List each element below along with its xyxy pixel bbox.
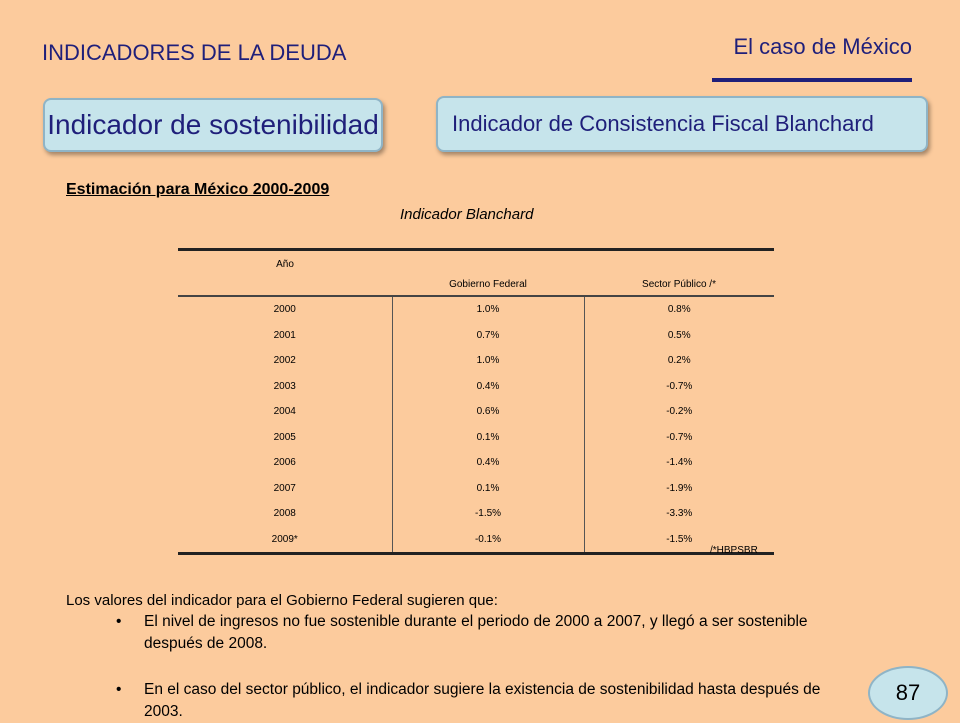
findings-intro: Los valores del indicador para el Gobierno Federal sugieren que:	[66, 592, 498, 609]
sustainability-indicator-label: Indicador de sostenibilidad	[43, 98, 383, 152]
year-cell: 2002	[178, 348, 392, 374]
table-header-row	[178, 250, 774, 297]
year-cell: 2009*	[178, 527, 392, 554]
federal-value-cell: -1.5%	[392, 501, 584, 527]
public-sector-value-cell: -1.4%	[666, 457, 693, 469]
section-title: INDICADORES DE LA DEUDA	[42, 40, 347, 65]
year-cell: 2003	[178, 374, 392, 400]
public-sector-value-cell: -0.7%	[666, 431, 693, 443]
table-row	[178, 399, 774, 425]
estimation-title: Estimación para México 2000-2009	[66, 181, 330, 198]
bullet-icon: •	[116, 681, 122, 698]
table-row	[178, 296, 774, 323]
public-sector-value-cell: 0.8%	[667, 304, 691, 316]
bullet-icon: •	[116, 613, 122, 630]
public-sector-value-cell: -1.5%	[584, 527, 774, 554]
finding-text: El nivel de ingresos no fue sostenible durante el periodo de 2000 a 2007, y llegó a ser sostenible después de 2008.	[144, 613, 808, 652]
public-sector-value-cell: -1.9%	[666, 482, 693, 494]
public-sector-value-cell: -0.2%	[666, 406, 693, 418]
federal-value-cell: 0.6%	[392, 399, 584, 425]
year-cell: 2000	[178, 296, 392, 323]
federal-value-cell: 0.1%	[392, 476, 584, 502]
column-header-year: Año	[178, 250, 392, 297]
federal-value-cell: 0.7%	[392, 323, 584, 349]
year-cell: 2008	[178, 501, 392, 527]
year-cell: 2001	[178, 323, 392, 349]
table-row	[178, 527, 774, 554]
list-item	[116, 611, 826, 655]
federal-value-cell: 1.0%	[392, 348, 584, 374]
table-row	[178, 323, 774, 349]
public-sector-value-cell: -0.7%	[666, 380, 693, 392]
federal-value-cell: -0.1%	[392, 527, 584, 554]
table-row	[178, 374, 774, 400]
blanchard-table	[178, 248, 774, 555]
table-row	[178, 501, 774, 527]
public-sector-value-cell: 0.2%	[667, 355, 691, 367]
year-cell: 2004	[178, 399, 392, 425]
title-underline	[712, 78, 912, 82]
year-cell: 2006	[178, 450, 392, 476]
list-item	[116, 679, 826, 723]
column-header-public-sector: Sector Público /*	[584, 250, 774, 297]
table-footnote: /*HBPSBR	[710, 545, 758, 556]
table-row	[178, 476, 774, 502]
year-cell: 2005	[178, 425, 392, 451]
table-row	[178, 425, 774, 451]
federal-value-cell: 0.1%	[392, 425, 584, 451]
federal-value-cell: 0.4%	[392, 450, 584, 476]
context-title: El caso de México	[733, 34, 912, 59]
year-cell: 2007	[178, 476, 392, 502]
blanchard-indicator-label: Indicador de Consistencia Fiscal Blanchard	[436, 96, 928, 152]
table-row	[178, 348, 774, 374]
federal-value-cell: 0.4%	[392, 374, 584, 400]
table-row	[178, 450, 774, 476]
finding-text: En el caso del sector público, el indicador sugiere la existencia de sostenibilidad hasta después de 2003.	[144, 681, 821, 720]
page-number-badge: 87	[868, 666, 948, 720]
table-caption: Indicador Blanchard	[400, 206, 534, 223]
federal-value-cell: 1.0%	[392, 296, 584, 323]
public-sector-value-cell: -3.3%	[666, 508, 693, 520]
column-header-federal-government: Gobierno Federal	[392, 250, 584, 297]
public-sector-value-cell: 0.5%	[667, 329, 691, 341]
